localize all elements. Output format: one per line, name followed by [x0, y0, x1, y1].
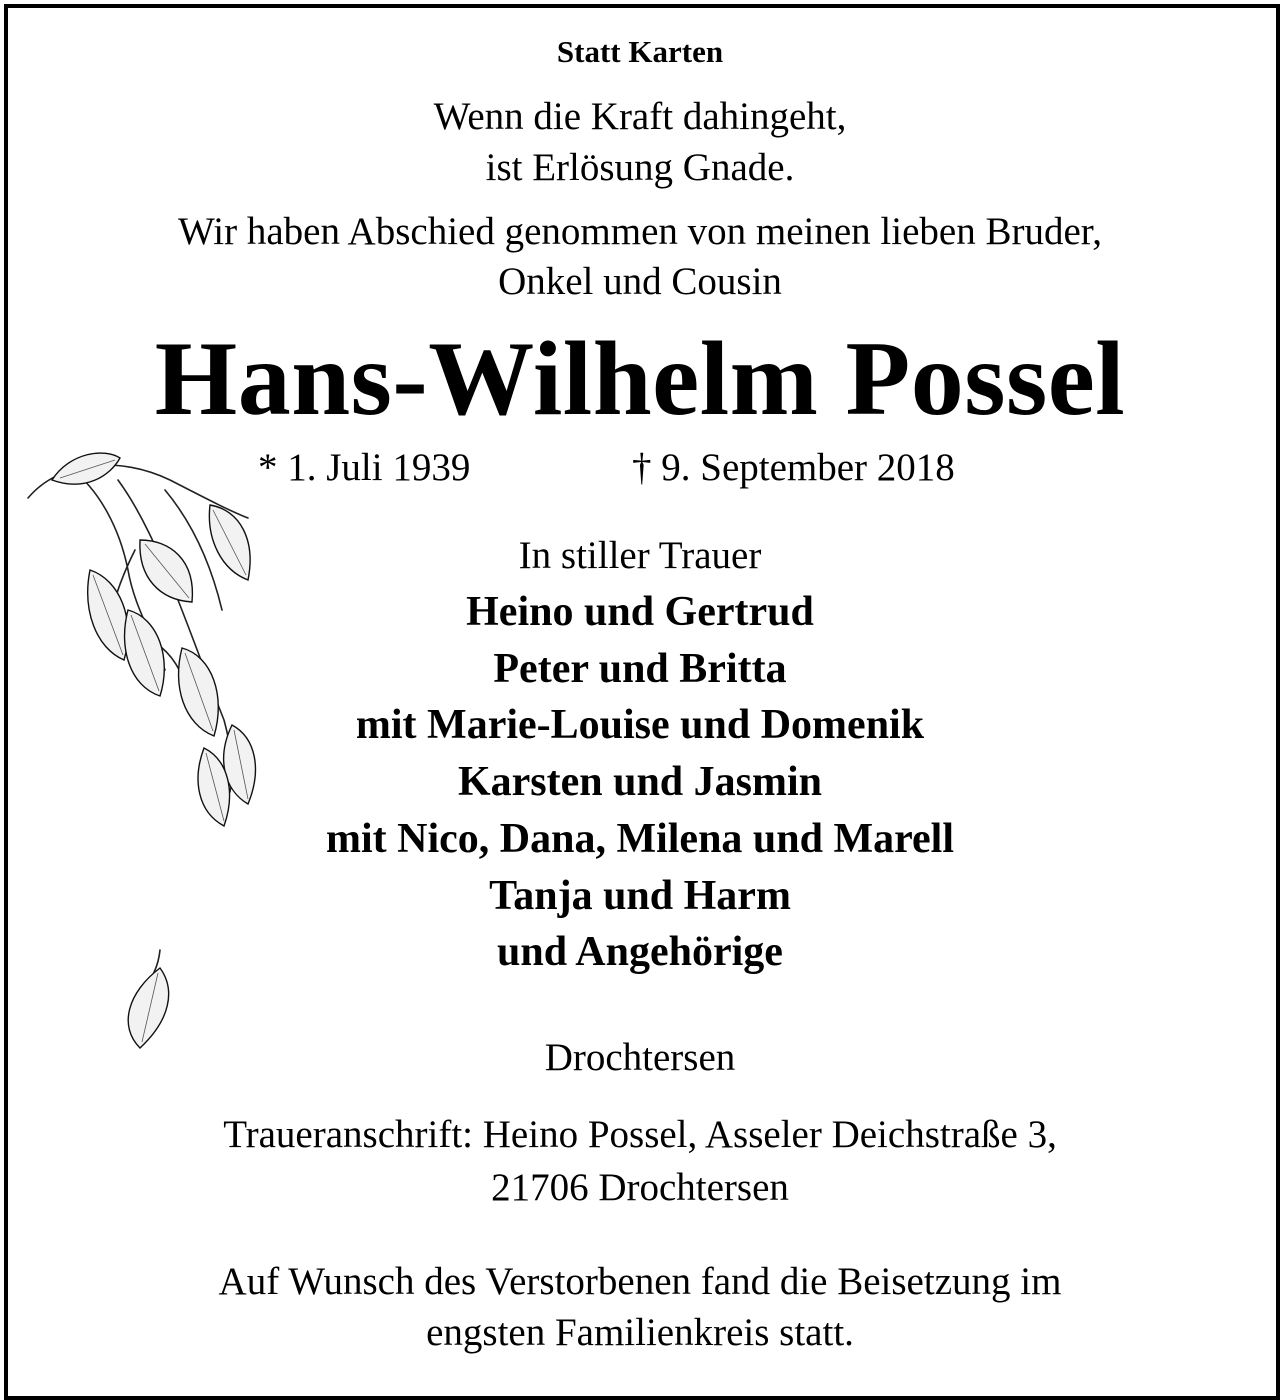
- verse-line-2: ist Erlösung Gnade.: [485, 146, 795, 189]
- intro-line-2: Onkel und Cousin: [498, 260, 782, 303]
- mourner-line: und Angehörige: [497, 929, 783, 975]
- deceased-name: Hans-Wilhelm Possel: [154, 320, 1126, 437]
- address-line-1: Traueranschrift: Heino Possel, Asseler Deichstraße 3,: [223, 1113, 1057, 1156]
- mourning-intro: In stiller Trauer: [518, 534, 762, 577]
- mourner-line: Karsten und Jasmin: [457, 759, 823, 805]
- birth-date: * 1. Juli 1939: [258, 446, 471, 489]
- intro-line-1: Wir haben Abschied genommen von meinen lieben Bruder,: [178, 210, 1102, 253]
- death-date: † 9. September 2018: [632, 446, 955, 489]
- mourner-line: Peter und Britta: [493, 646, 787, 692]
- mourner-line: Heino und Gertrud: [466, 589, 814, 635]
- address-line-2: 21706 Drochtersen: [491, 1166, 789, 1209]
- closing-note-line-1: Auf Wunsch des Verstorbenen fand die Beisetzung im: [218, 1260, 1062, 1303]
- verse-line-1: Wenn die Kraft dahingeht,: [433, 95, 847, 138]
- place-name: Drochtersen: [544, 1036, 736, 1079]
- mourner-line: mit Marie-Louise und Domenik: [355, 702, 925, 748]
- birch-branch-icon: [0, 420, 320, 1080]
- closing-note-line-2: engsten Familienkreis statt.: [426, 1311, 854, 1354]
- mourner-line: Tanja und Harm: [489, 873, 791, 919]
- mourner-line: mit Nico, Dana, Milena und Marell: [325, 816, 955, 862]
- notice-header: Statt Karten: [556, 34, 724, 69]
